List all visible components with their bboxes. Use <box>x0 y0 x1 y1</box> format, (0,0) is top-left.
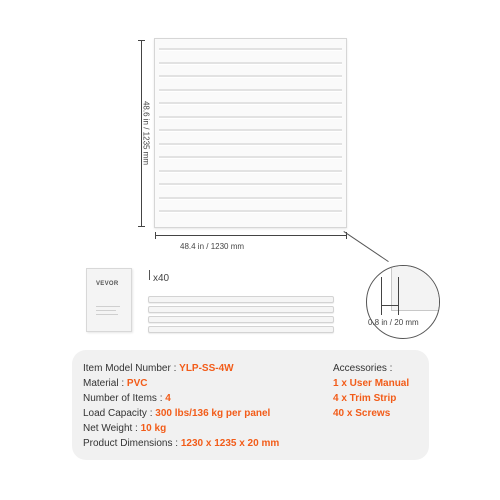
thickness-zoom-circle <box>366 265 440 339</box>
panel-slot-groove <box>159 48 342 51</box>
spec-value: 300 lbs/136 kg per panel <box>155 408 271 419</box>
spec-value: 1230 x 1235 x 20 mm <box>180 438 280 449</box>
spec-row-weight <box>83 423 166 435</box>
spec-value: PVC <box>126 378 148 389</box>
accessories-title: Accessories : <box>333 363 393 374</box>
spec-label: Product Dimensions : <box>83 438 181 449</box>
user-manual-image <box>86 268 132 332</box>
width-dimension-line <box>155 235 347 236</box>
spec-label: Material : <box>83 378 127 389</box>
panel-slot-groove <box>159 183 342 186</box>
trim-strip <box>148 306 334 313</box>
spec-row-load <box>83 408 270 420</box>
height-dimension-cap-top <box>138 40 145 41</box>
panel-slot-groove <box>159 102 342 105</box>
panel-slot-groove <box>159 89 342 92</box>
panel-slot-groove <box>159 75 342 78</box>
spec-label: Item Model Number : <box>83 363 180 374</box>
slatwall-panel <box>154 38 347 228</box>
spec-value: 4 <box>165 393 171 404</box>
spec-label: Net Weight : <box>83 423 141 434</box>
manual-brand-logo: VEVOR <box>96 281 119 287</box>
panel-slot-groove <box>159 197 342 200</box>
spec-label: Load Capacity : <box>83 408 156 419</box>
spec-label: Number of Items : <box>83 393 166 404</box>
panel-slot-groove <box>159 129 342 132</box>
accessory-item: 4 x Trim Strip <box>333 393 397 404</box>
spec-row-dimensions <box>83 438 279 450</box>
panel-slot-groove <box>159 143 342 146</box>
screws-marker <box>149 270 150 280</box>
trim-strip <box>148 296 334 303</box>
manual-text-line <box>96 314 118 315</box>
zoom-connector-line <box>343 231 388 262</box>
thickness-dimension-right <box>398 277 399 315</box>
accessory-item: 1 x User Manual <box>333 378 410 389</box>
accessory-item: 40 x Screws <box>333 408 391 419</box>
manual-text-line <box>96 310 116 311</box>
panel-slot-groove <box>159 62 342 65</box>
spec-value: 10 kg <box>140 423 167 434</box>
width-dimension-label: 48.4 in / 1230 mm <box>180 242 245 251</box>
panel-slot-groove <box>159 156 342 159</box>
spec-row-items <box>83 393 171 405</box>
thickness-label: 0.8 in / 20 mm <box>368 318 419 327</box>
trim-strip <box>148 326 334 333</box>
spec-value: YLP-SS-4W <box>179 363 234 374</box>
height-dimension-label: 48.6 in / 1235 mm <box>141 100 151 166</box>
panel-slot-groove <box>159 170 342 173</box>
manual-text-line <box>96 306 120 307</box>
width-dimension-cap-left <box>155 232 156 239</box>
height-dimension-cap-bottom <box>138 226 145 227</box>
thickness-dimension-line <box>381 305 398 306</box>
panel-slot-groove <box>159 210 342 213</box>
spec-row-model <box>83 363 234 375</box>
screws-quantity-label: x40 <box>153 273 170 284</box>
trim-strip <box>148 316 334 323</box>
thickness-dimension-left <box>381 277 382 315</box>
spec-row-material <box>83 378 147 390</box>
panel-slot-groove <box>159 116 342 119</box>
